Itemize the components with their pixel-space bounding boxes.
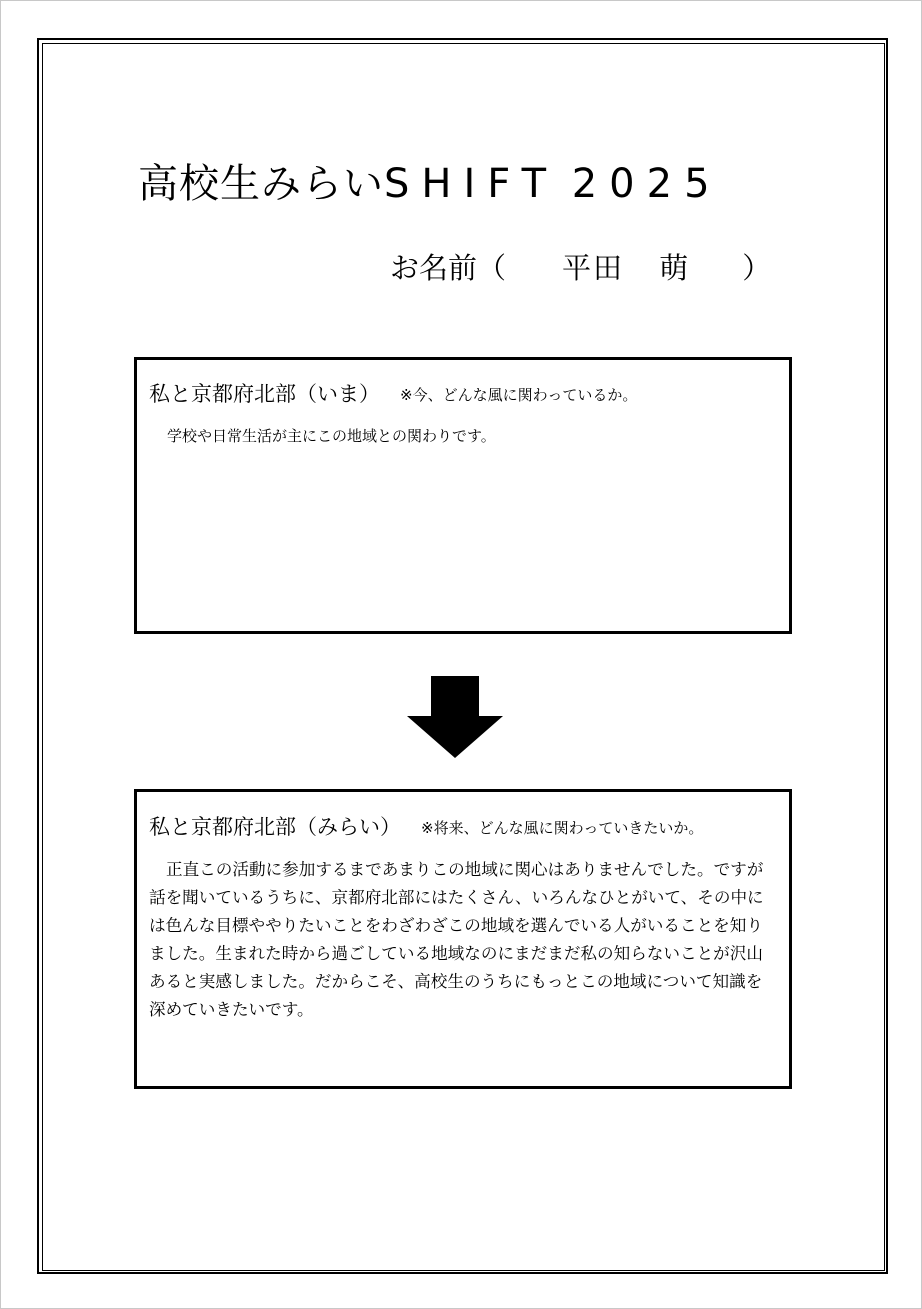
section-future <box>134 789 792 1089</box>
section-now-body: 学校や日常生活が主にこの地域との関わりです。 <box>167 427 496 445</box>
section-future-heading <box>149 813 703 842</box>
down-arrow-icon <box>407 676 503 758</box>
section-future-note: ※将来、どんな風に関わっていきたいか。 <box>421 819 704 837</box>
section-now-heading <box>149 380 637 409</box>
title-year: 2025 <box>571 161 722 207</box>
name-line <box>390 250 771 286</box>
name-paren-close: ） <box>742 251 772 285</box>
name-paren-open: （ <box>477 251 507 285</box>
name-label: お名前 <box>390 251 478 285</box>
section-now-title: 私と京都府北部（いま） <box>149 382 380 406</box>
name-value: 平田 萌 <box>562 251 691 285</box>
section-future-title: 私と京都府北部（みらい） <box>149 815 401 839</box>
title-prefix: 高校生みらい <box>138 161 384 207</box>
section-now-note: ※今、どんな風に関わっているか。 <box>400 386 638 404</box>
section-now <box>134 357 792 634</box>
section-future-body: 正直この活動に参加するまであまりこの地域に関心はありませんでした。ですが話を聞いているうちに、京都府北部にはたくさん、いろんなひとがいて、その中には色んな目標ややりたいことをわざわざこの地域を選んでいる人がいることを知りました。生まれた時から過ごしている地域なのにまだまだ私の知らないことが沢山あると実感しました。だからこそ、高校生のうちにもっとこの地域について知識を深めていきたいです。 <box>149 860 764 1019</box>
document-title <box>138 160 722 208</box>
title-latin: SHIFT <box>384 161 559 207</box>
